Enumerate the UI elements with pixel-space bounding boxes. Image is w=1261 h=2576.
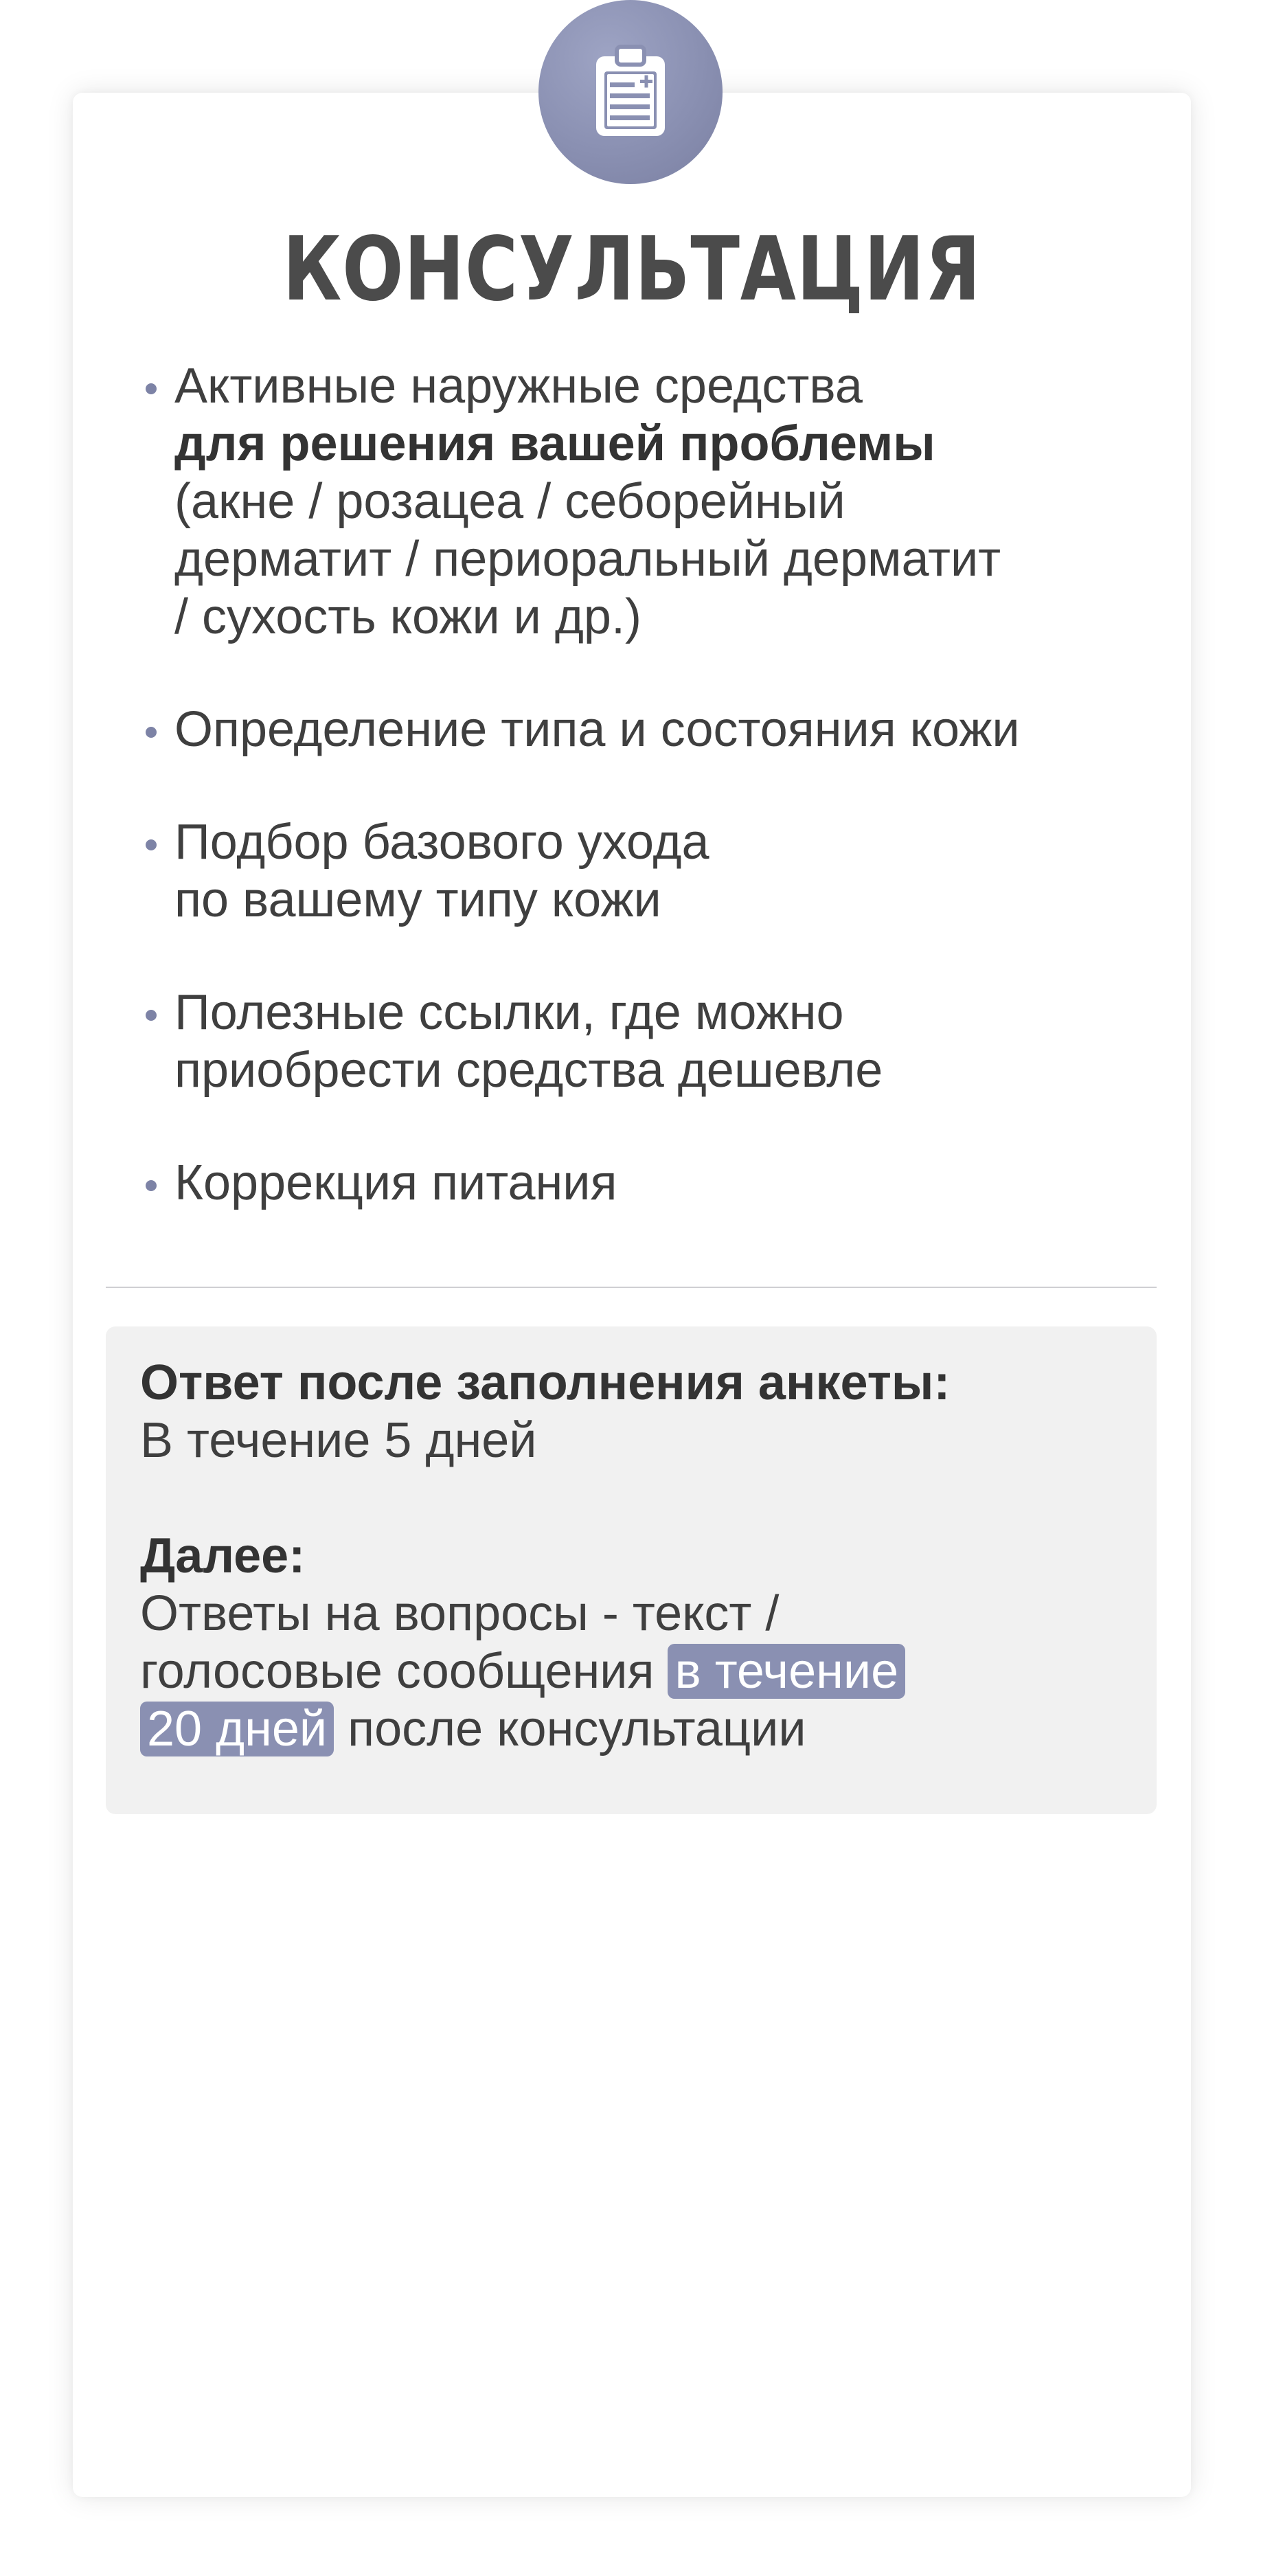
feature-text: / сухость кожи и др.): [174, 589, 641, 644]
feature-text: Подбор базового ухода: [174, 815, 709, 870]
spacer: [140, 1469, 1129, 1527]
feature-text: Коррекция питания: [174, 1155, 617, 1210]
page-title: КОНСУЛЬТАЦИЯ: [282, 218, 981, 321]
next-text: после консультации: [334, 1702, 806, 1756]
bullet-icon: [146, 727, 157, 738]
bullet-icon: [146, 839, 157, 850]
divider: [106, 1287, 1157, 1288]
feature-text: Определение типа и состояния кожи: [174, 702, 1020, 757]
response-heading: Ответ после заполнения анкеты:: [140, 1355, 951, 1410]
bullet-icon: [146, 1180, 157, 1191]
list-item: [141, 357, 1158, 646]
feature-text: (акне / розацеа / себорейный: [174, 474, 845, 529]
next-heading: Далее:: [140, 1528, 306, 1583]
list-item: [141, 1154, 1158, 1212]
feature-text: приобрести средства дешевле: [174, 1043, 883, 1098]
feature-text: Активные наружные средства: [174, 359, 863, 414]
next-text-row: [140, 1642, 1129, 1700]
next-text: голосовые сообщения: [140, 1644, 668, 1699]
features-list: [141, 357, 1158, 1212]
bullet-icon: [146, 383, 157, 394]
feature-text: по вашему типу кожи: [174, 872, 661, 927]
response-value: В течение 5 дней: [140, 1413, 537, 1468]
feature-text: дерматит / периоральный дерматит: [174, 532, 1001, 587]
info-panel: [106, 1326, 1157, 1814]
list-item: [141, 701, 1158, 758]
info-content: [140, 1354, 1129, 1758]
highlight-badge: 20 дней: [140, 1702, 334, 1756]
next-text-row: [140, 1700, 1129, 1758]
next-text: Ответы на вопросы - текст /: [140, 1586, 780, 1641]
feature-text: Полезные ссылки, где можно: [174, 985, 844, 1040]
feature-text-bold: для решения вашей проблемы: [174, 416, 935, 471]
highlight-badge: в течение: [668, 1644, 905, 1699]
clipboard-medical-icon: [538, 0, 723, 184]
list-item: [141, 984, 1158, 1099]
bullet-icon: [146, 1010, 157, 1021]
list-item: [141, 813, 1158, 929]
